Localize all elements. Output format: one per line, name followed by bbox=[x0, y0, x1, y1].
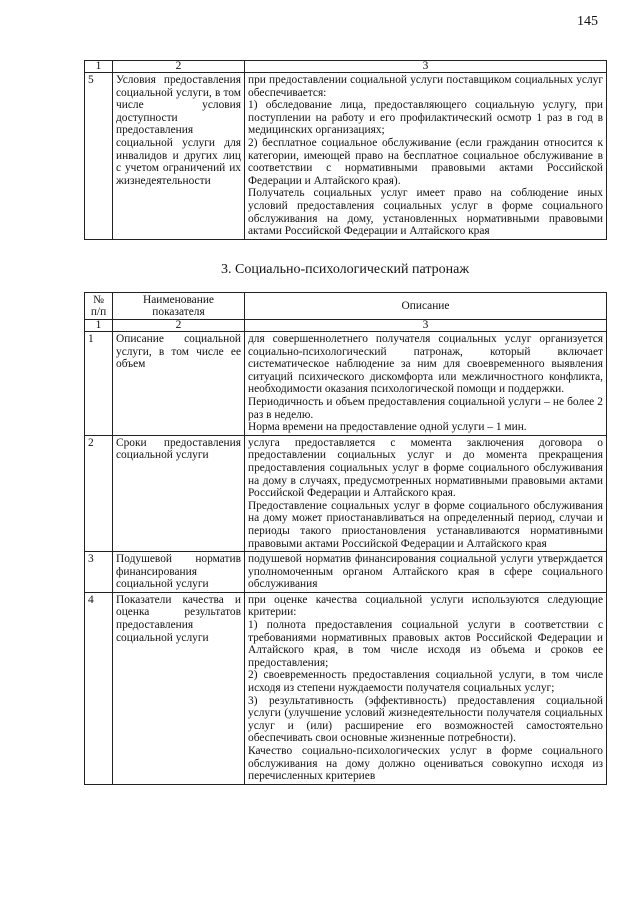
description-paragraph: 2) бесплатное социальное обслуживание (если гражданин относится к категории, имеющей право на бесплатное социальное обслуживание в соответствии с нормативными правовыми актами Российской Федерации и Алтайского края). bbox=[248, 136, 603, 187]
indicator-description bbox=[245, 592, 607, 784]
description-paragraph: 1) полнота предоставления социальной услуги в соответствии с требованиями нормативных правовых актов Российской Федерации и Алтайского края, в том числе исходя из объема и сроков ее предоставления; bbox=[248, 619, 603, 669]
row-number: 3 bbox=[85, 552, 113, 593]
table-row bbox=[85, 592, 607, 784]
column-number: 1 bbox=[85, 320, 113, 332]
header-number: № п/п bbox=[85, 293, 113, 320]
description-paragraph: 2) своевременность предоставления социальной услуги, в том числе исходя из степени нуждаемости получателя социальных услуг; bbox=[248, 669, 603, 695]
indicator-name: Условия предоставления социальной услуги, в том числе условия доступности предоставления социальной услуги для инвалидов и других лиц с учетом ограничений их жизнедеятельности bbox=[113, 73, 245, 240]
column-number: 1 bbox=[85, 61, 113, 73]
description-paragraph: Получатель социальных услуг имеет право на соблюдение иных условий предоставления социальных услуг в форме социального обслуживания на дому, установленных нормативными правовыми актами Российской Федерации и Алтайского края bbox=[248, 187, 603, 238]
top-table bbox=[84, 60, 607, 240]
description-paragraph: подушевой норматив финансирования социальной услуги утверждается уполномоченным органом Алтайского края в сфере социального обслуживания bbox=[248, 553, 603, 591]
description-paragraph: Норма времени на предоставление одной услуги – 1 мин. bbox=[248, 421, 527, 434]
description-paragraph: 1) обследование лица, предоставляющего социальную услугу, при поступлении на работу и его профилактический осмотр 1 раз в год в медицинских организациях; bbox=[248, 99, 603, 137]
column-number: 3 bbox=[245, 61, 607, 73]
description-paragraph: услуга предоставляется с момента заключения договора о предоставлении социальных услуг и до момента прекращения предоставления социальных услуг в форме социального обслуживания на дому в случаях, предусмотренных нормативными правовыми актами Российской Федерации и Алтайского края. bbox=[248, 436, 603, 500]
table-row bbox=[85, 552, 607, 593]
column-number-row bbox=[85, 61, 607, 73]
description-paragraph: для совершеннолетнего получателя социальных услуг организуется социально-психологический патронаж, который включает систематическое наблюдение за ним для своевременного выявления ситуаций психического дискомфорта или межличностного конфликта, необходимости оказания психологической помощи и поддержки. bbox=[248, 333, 603, 396]
row-number: 4 bbox=[85, 592, 113, 784]
description-paragraph: Периодичность и объем предоставления социальной услуги – не более 2 раз в неделю. bbox=[248, 395, 603, 421]
row-number: 5 bbox=[85, 73, 113, 240]
page-number: 145 bbox=[577, 14, 598, 29]
row-number: 2 bbox=[85, 435, 113, 551]
header-description: Описание bbox=[245, 293, 607, 320]
column-number-row bbox=[85, 320, 607, 332]
column-number: 3 bbox=[245, 320, 607, 332]
description-paragraph: при оценке качества социальной услуги используются следующие критерии: bbox=[248, 593, 603, 619]
indicator-name: Сроки предоставления социальной услуги bbox=[113, 435, 245, 551]
column-number: 2 bbox=[113, 320, 245, 332]
indicator-name: Подушевой норматив финансирования социальной услуги bbox=[113, 552, 245, 593]
row-number: 1 bbox=[85, 332, 113, 436]
table-row bbox=[85, 435, 607, 551]
description-paragraph: при предоставлении социальной услуги поставщиком социальных услуг обеспечивается: bbox=[248, 74, 603, 99]
indicator-description bbox=[245, 332, 607, 436]
description-paragraph: 3) результативность (эффективность) предоставления социальной услуги (улучшение условий жизнедеятельности получателя социальных услуг и (или) расширение его возможностей самостоятельно обеспечивать свои основные жизненные потребности). bbox=[248, 694, 603, 745]
main-table bbox=[84, 292, 607, 785]
indicator-name: Показатели качества и оценка результатов предоставления социальной услуги bbox=[113, 592, 245, 784]
column-number: 2 bbox=[113, 61, 245, 73]
description-paragraph: Качество социально-психологических услуг в форме социального обслуживания на дому должно оцениваться совокупно исходя из перечисленных критериев bbox=[248, 745, 603, 783]
table-row bbox=[85, 332, 607, 436]
table-row bbox=[85, 73, 607, 240]
indicator-name: Описание социальной услуги, в том числе ее объем bbox=[113, 332, 245, 436]
indicator-description bbox=[245, 73, 607, 240]
indicator-description bbox=[245, 552, 607, 593]
indicator-description bbox=[245, 435, 607, 551]
header-name: Наименование показателя bbox=[113, 293, 245, 320]
section-heading: 3. Социально-психологический патронаж bbox=[220, 262, 469, 277]
description-paragraph: Предоставление социальных услуг в форме социального обслуживания на дому может приостанавливаться на определенный период, случаи и периоды такого приостановления устанавливаются нормативными правовыми актами Российской Федерации и Алтайского края bbox=[248, 499, 603, 550]
header-row bbox=[85, 293, 607, 320]
